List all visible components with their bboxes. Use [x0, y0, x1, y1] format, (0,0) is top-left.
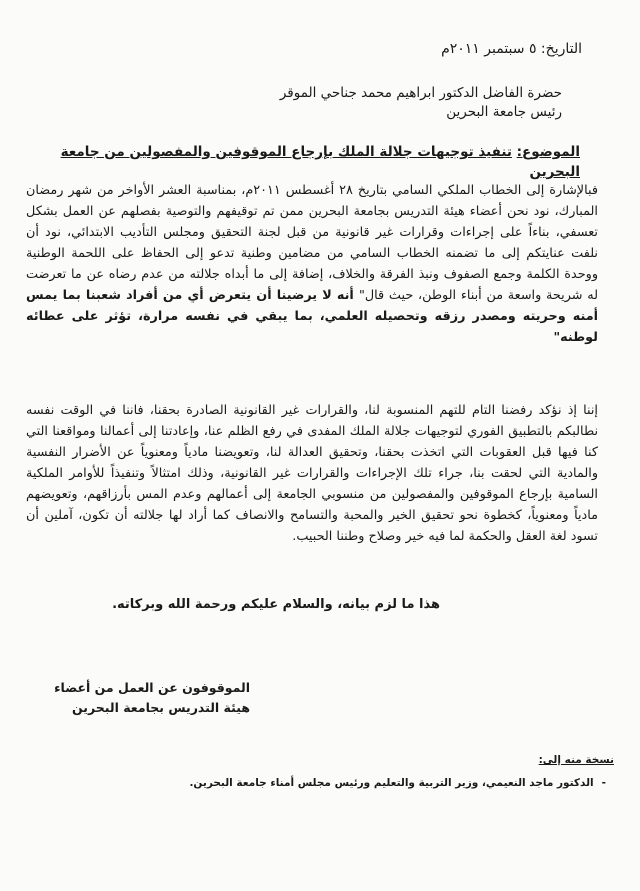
cc-label: نسخة منه إلى: — [538, 754, 614, 766]
signature-line-1: الموقوفون عن العمل من أعضاء — [54, 680, 250, 695]
addressee-block — [122, 84, 562, 122]
cc-recipient-text: الدكتور ماجد النعيمي، وزير التربية والتعليم ورئيس مجلس أمناء جامعة البحرين. — [189, 777, 594, 789]
letter-date: التاريخ: ٥ سبتمبر ٢٠١١م — [441, 41, 582, 57]
subject-line — [60, 142, 580, 182]
royal-quote: أنه لا يرضينا أن يتعرض أي من أفراد شعبنا بما يمس أمنه وحريته ومصدر رزقه وتحصيله العلمي، بما يبقي في نفسه مرارة، تؤثر على عطائه لوطنه" — [26, 288, 598, 345]
signature-line-2: هيئة التدريس بجامعة البحرين — [72, 700, 250, 715]
closing-line: هذا ما لزم بيانه، والسلام عليكم ورحمة الله وبركاته. — [112, 597, 440, 612]
body-paragraph-2: إننا إذ نؤكد رفضنا التام للتهم المنسوبة لنا، والقرارات غير القانونية الصادرة بحقنا، فاننا في الوقت نفسه نطالبكم بالتطبيق الفوري لتوجيهات جلالة الملك المفدى في رفع الظلم عنا، وإعادتنا إلى أعمالنا ومواقعنا التي كنا فيها قبل العقوبات التي اتخذت بحقنا، وتحقيق العدالة لنا، وتعويضنا مادياً ومعنوياً عن الأضرار النفسية والمادية التي لحقت بنا، جراء تلك الإجراءات والقرارات غير القانونية، وذلك امتثالاً وتنفيذاً للأوامر الملكية السامية بإرجاع الموقوفين والمفصولين من منسوبي الجامعة إلى أعمالهم وعدم المس بأرزاقهم، وتعويضهم مادياً ومعنوياً، كخطوة نحو تحقيق الخير والمحبة والتسامح والانصاف كما أراد لها جلالته أن تكون، آملين أن تسود لغة العقل والحكمة لما فيه خير وصلاح وطننا الحبيب. — [26, 403, 598, 544]
cc-recipient — [46, 776, 606, 791]
subject-label: الموضوع: — [516, 144, 580, 160]
addressee-name: حضرة الفاضل الدكتور ابراهيم محمد جناحي الموقر — [279, 85, 562, 101]
body-paragraph-1 — [26, 180, 598, 348]
paragraph-1-text: فبالإشارة إلى الخطاب الملكي السامي بتاريخ ٢٨ أغسطس ٢٠١١م، بمناسبة العشر الأواخر من شهر رمضان المبارك، نود نحن أعضاء هيئة التدريس بجامعة البحرين ممن تم توقيفهم والتوصية بفصلهم عن العمل بشكل تعسفي، بناءاً على إجراءات وقرارات غير قانونية من قبل لجنة التحقيق ومجلس التأديب الابتدائي، نود أن نلفت عنايتكم إلى ما تضمنه الخطاب السامي من مضامين وطنية تدعو إلى الحفاظ على اللحمة الوطنية ووحدة الكلمة وجمع الصفوف ونبذ الفرقة والخلاف، إضافة إلى ما أبداه جلالته من عدم رضاه عن ما تعرضت له شريحة واسعة من أبناء الوطن، حيث قال" — [26, 183, 598, 303]
subject-text: تنفيذ توجيهات جلالة الملك بإرجاع الموقوفين والمفصولين من جامعة البحرين — [60, 144, 580, 180]
cc-bullet: - — [601, 777, 606, 789]
addressee-title: رئيس جامعة البحرين — [446, 104, 562, 120]
signature-block — [30, 678, 250, 718]
